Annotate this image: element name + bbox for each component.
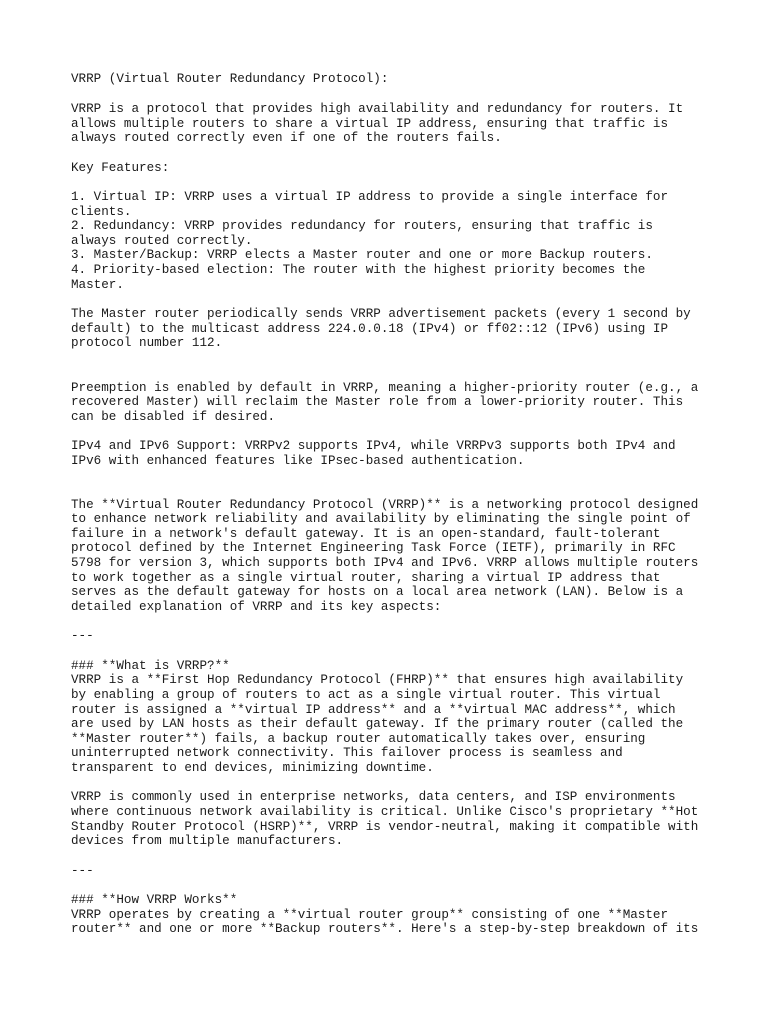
divider-text: --- (71, 629, 94, 643)
doc-title: VRRP (Virtual Router Redundancy Protocol): (71, 72, 389, 86)
divider-text: --- (71, 864, 94, 878)
paragraph-ipv6-line: IPv6 with enhanced features like IPsec-based authentication. (71, 454, 525, 468)
paragraph-intro-line: VRRP is a protocol that provides high availability and redundancy for routers. It (71, 102, 684, 116)
paragraph-preemption-line: can be disabled if desired. (71, 410, 276, 424)
paragraph-advertisement-line: protocol number 112. (71, 336, 223, 350)
feature-list-line: 2. Redundancy: VRRP provides redundancy for routers, ensuring that traffic is (71, 219, 653, 233)
feature-list-line: 3. Master/Backup: VRRP elects a Master router and one or more Backup routers. (71, 248, 653, 262)
feature-list-line: 1. Virtual IP: VRRP uses a virtual IP address to provide a single interface for (71, 190, 669, 204)
paragraph-overview-line: The **Virtual Router Redundancy Protocol (VRRP)** is a networking protocol designed (71, 498, 699, 512)
paragraph-intro-line: always routed correctly even if one of the routers fails. (71, 131, 502, 145)
paragraph-what-line: are used by LAN hosts as their default gateway. If the primary router (called the (71, 717, 684, 731)
section-heading-what: ### **What is VRRP?** (71, 659, 230, 673)
paragraph-usage-line: VRRP is commonly used in enterprise networks, data centers, and ISP environments (71, 790, 676, 804)
paragraph-advertisement-line: The Master router periodically sends VRRP advertisement packets (every 1 second by (71, 307, 691, 321)
paragraph-overview-line: 5798 for version 3, which supports both IPv4 and IPv6. VRRP allows multiple routers (71, 556, 699, 570)
section-heading-how: ### **How VRRP Works** (71, 893, 238, 907)
paragraph-overview-line: detailed explanation of VRRP and its key aspects: (71, 600, 442, 614)
paragraph-overview-line: to work together as a single virtual router, sharing a virtual IP address that (71, 571, 661, 585)
paragraph-how-line: router** and one or more **Backup routers**. Here's a step-by-step breakdown of its (71, 922, 699, 936)
paragraph-ipv6-line: IPv4 and IPv6 Support: VRRPv2 supports IPv4, while VRRPv3 supports both IPv4 and (71, 439, 676, 453)
paragraph-what-line: **Master router**) fails, a backup router automatically takes over, ensuring (71, 732, 646, 746)
paragraph-usage-line: where continuous network availability is critical. Unlike Cisco's proprietary **Hot (71, 805, 699, 819)
paragraph-advertisement-line: default) to the multicast address 224.0.0.18 (IPv4) or ff02::12 (IPv6) using IP (71, 322, 669, 336)
paragraph-how-line: VRRP operates by creating a **virtual router group** consisting of one **Master (71, 908, 669, 922)
feature-list-line: clients. (71, 205, 132, 219)
feature-list-line: always routed correctly. (71, 234, 253, 248)
paragraph-preemption-line: Preemption is enabled by default in VRRP, meaning a higher-priority router (e.g., a (71, 381, 699, 395)
paragraph-intro-line: allows multiple routers to share a virtual IP address, ensuring that traffic is (71, 117, 669, 131)
paragraph-usage-line: Standby Router Protocol (HSRP)**, VRRP is vendor-neutral, making it compatible with (71, 820, 699, 834)
paragraph-what-line: uninterrupted network connectivity. This failover process is seamless and (71, 746, 623, 760)
paragraph-what-line: router is assigned a **virtual IP address** and a **virtual MAC address**, which (71, 703, 676, 717)
paragraph-overview-line: failure in a network's default gateway. It is an open-standard, fault-tolerant (71, 527, 661, 541)
paragraph-overview-line: protocol defined by the Internet Engineering Task Force (IETF), primarily in RFC (71, 541, 676, 555)
feature-list-line: 4. Priority-based election: The router with the highest priority becomes the (71, 263, 646, 277)
paragraph-usage-line: devices from multiple manufacturers. (71, 834, 344, 848)
paragraph-what-line: VRRP is a **First Hop Redundancy Protocol (FHRP)** that ensures high availability (71, 673, 684, 687)
paragraph-overview-line: serves as the default gateway for hosts on a local area network (LAN). Below is a (71, 585, 684, 599)
paragraph-what-line: by enabling a group of routers to act as a single virtual router. This virtual (71, 688, 661, 702)
feature-list-line: Master. (71, 278, 124, 292)
paragraph-preemption-line: recovered Master) will reclaim the Master role from a lower-priority router. This (71, 395, 684, 409)
paragraph-overview-line: to enhance network reliability and availability by eliminating the single point of (71, 512, 691, 526)
paragraph-what-line: transparent to end devices, minimizing downtime. (71, 761, 434, 775)
key-features-heading: Key Features: (71, 161, 170, 175)
